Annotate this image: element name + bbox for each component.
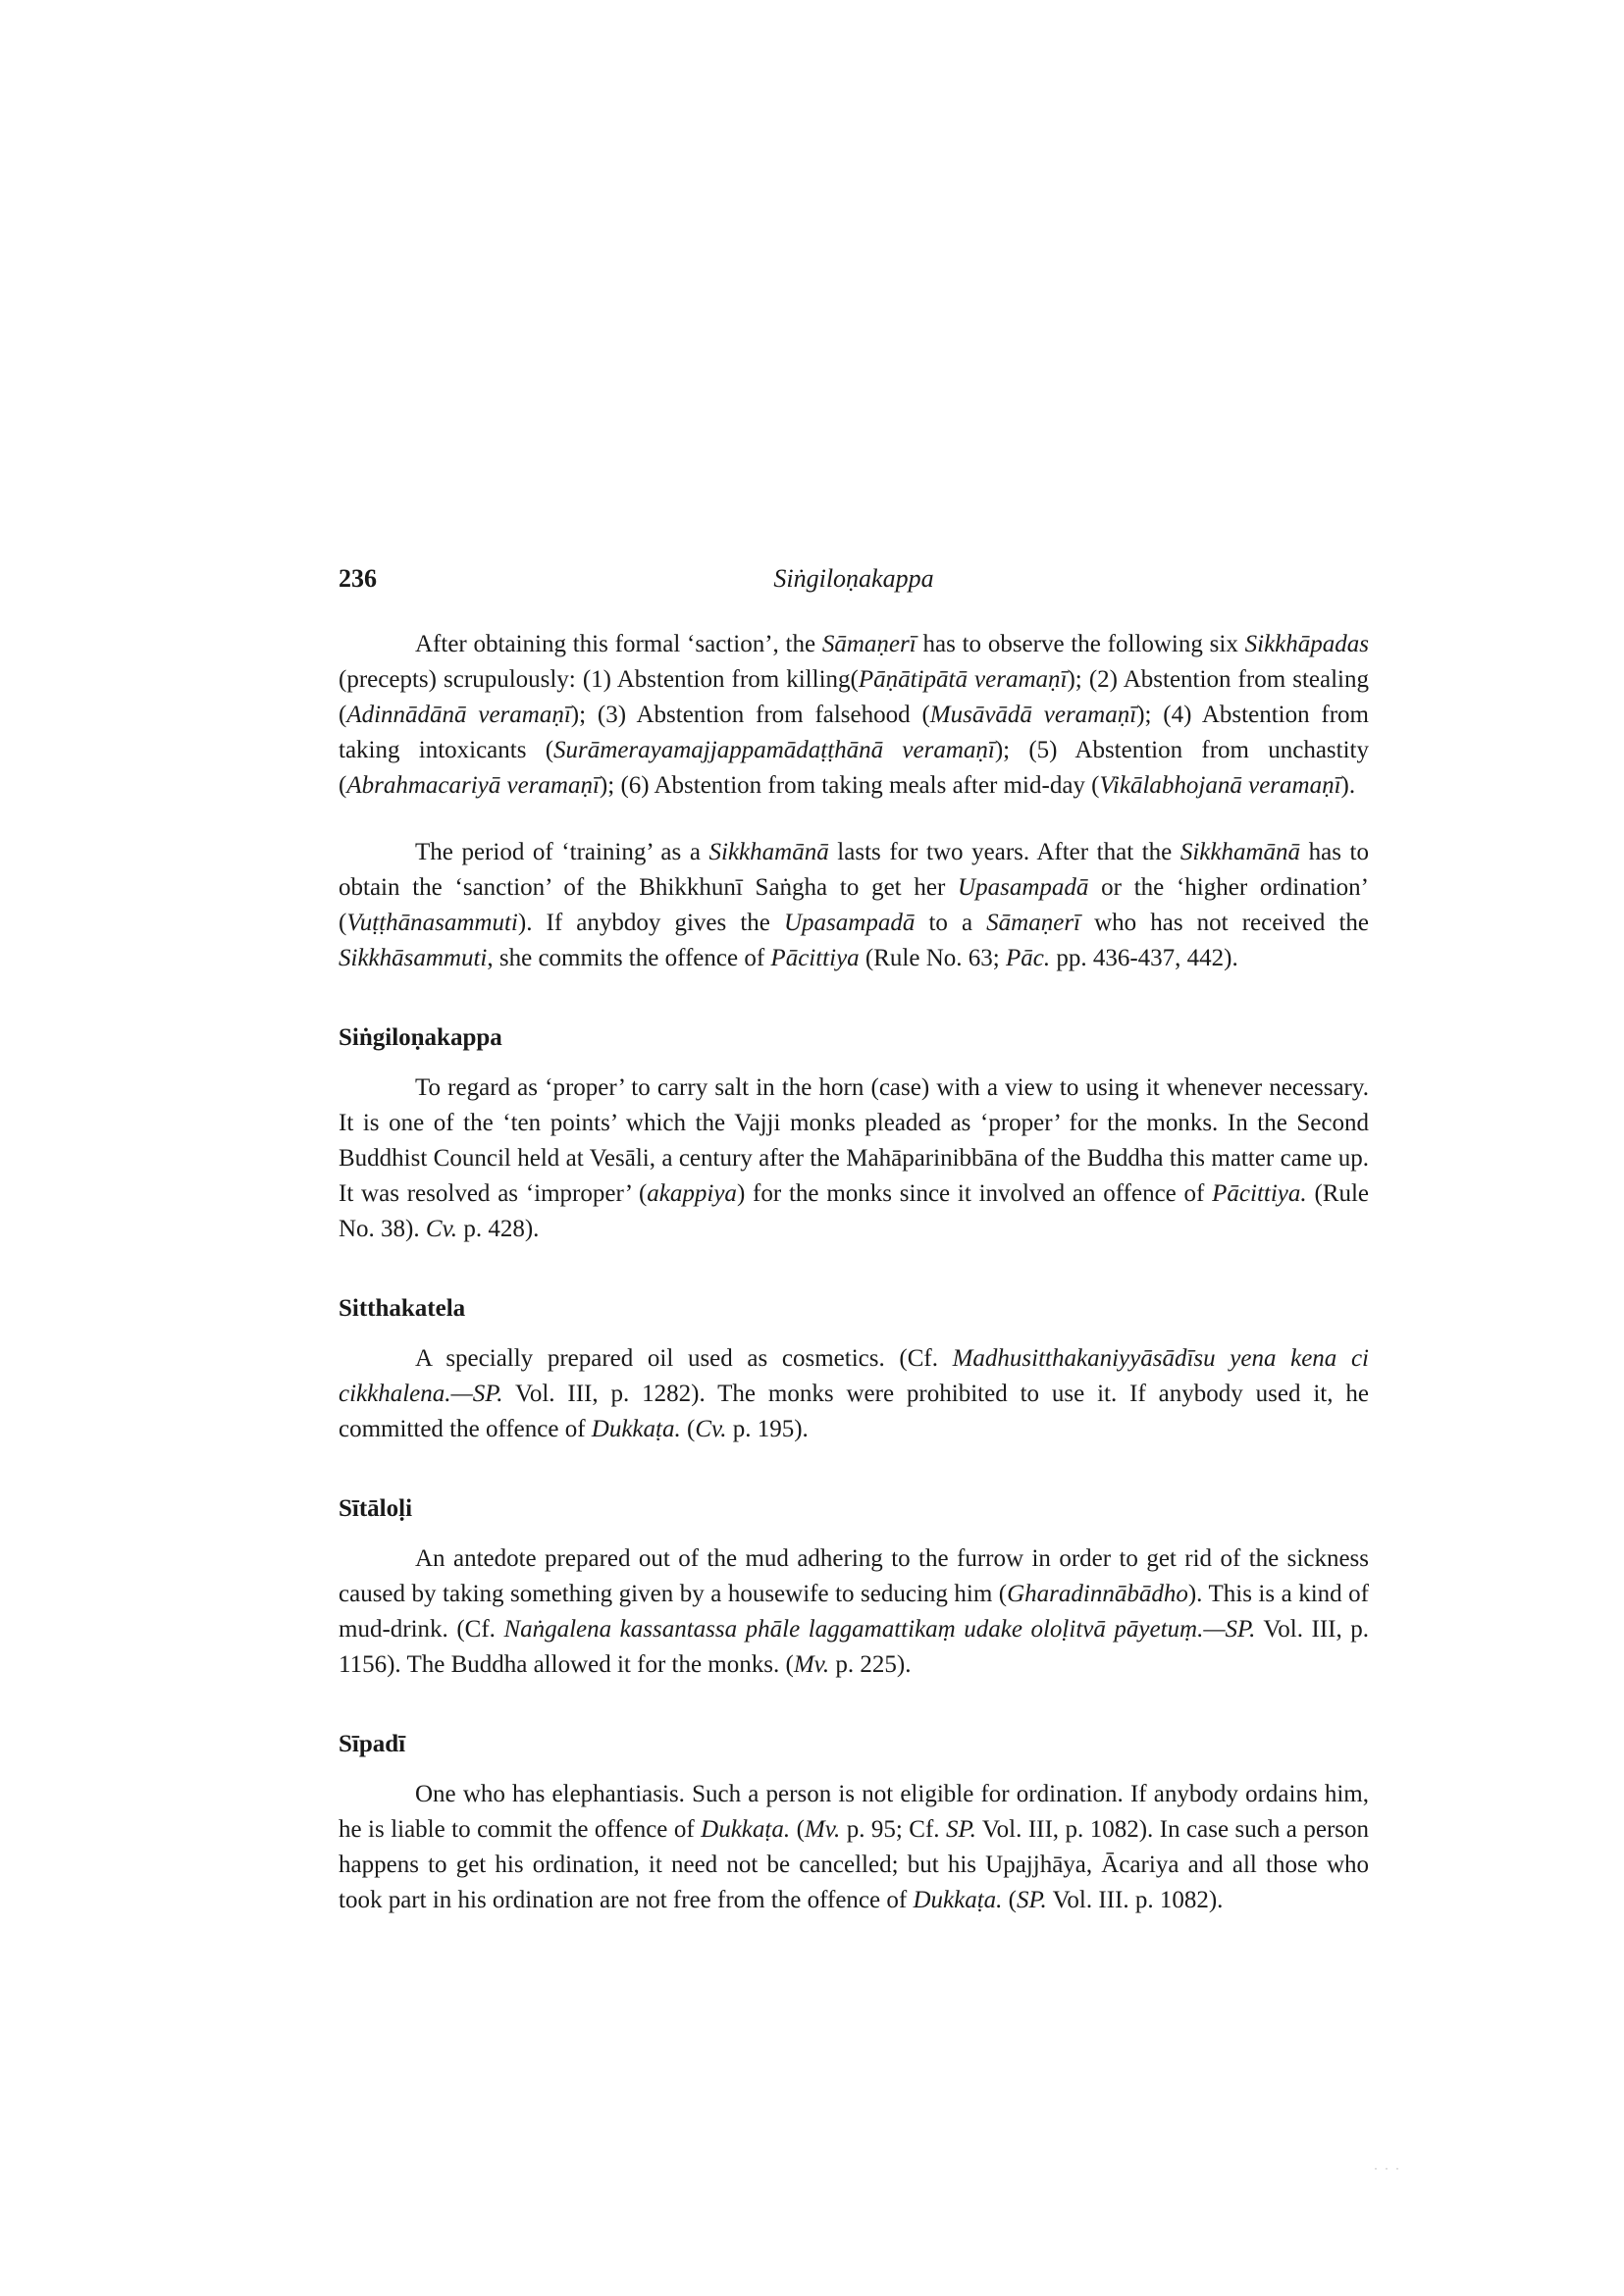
entry-heading-sipadi: Sīpadī (339, 1731, 406, 1757)
entry-body-sitaloli: An antedote prepared out of the mud adhering to the furrow in order to get rid of the sickness caused by taking something given by a housewife to seducing him (Gharadinnābādho). This is a kind of mud-drink. (Cf. Naṅgalena kassantassa phāle laggamattikaṃ udake oloḷitvā pāyetuṃ.—SP. Vol. III, p. 1156). The Buddha allowed it for the monks. (Mv. p. 225). (339, 1545, 1369, 1678)
entry-body-singilonakappa: To regard as ‘proper’ to carry salt in the horn (case) with a view to using it whenever necessary. It is one of the ‘ten points’ which the Vajji monks pleaded as ‘proper’ for the monks. In the Second Buddhist Council held at Vesāli, a century after the Mahāparinibbāna of the Buddha this matter came up. It was resolved as ‘improper’ (akappiya) for the monks since it involved an offence of Pācittiya. (Rule No. 38). Cv. p. 428). (339, 1074, 1369, 1242)
entry-body-sitthakatela: A specially prepared oil used as cosmetics. (Cf. Madhusitthakaniyyāsādīsu yena kena ci cikkhalena.—SP. Vol. III, p. 1282). The monks were prohibited to use it. If anybody used it, he committed the offence of Dukkaṭa. (Cv. p. 195). (339, 1345, 1369, 1442)
page-header (339, 564, 1369, 607)
entry-heading-sitthakatela: Sitthakatela (339, 1295, 466, 1322)
entry-body-sipadi: One who has elephantiasis. Such a person is not eligible for ordination. If anybody ordains him, he is liable to commit the offence of Dukkaṭa. (Mv. p. 95; Cf. SP. Vol. III, p. 1082). In case such a person happens to get his ordination, it need not be cancelled; but his Upajjhāya, Ācariya and all those who took part in his ordination are not free from the offence of Dukkaṭa. (SP. Vol. III. p. 1082). (339, 1781, 1369, 1913)
page-number: 236 (339, 564, 377, 593)
running-title: Siṅgiloṇakappa (773, 564, 934, 593)
document-page (339, 564, 1369, 1918)
intro-paragraph-precepts: After obtaining this formal ‘saction’, the Sāmaṇerī has to observe the following six Sikkhāpadas (precepts) scrupulously: (1) Abstention from killing(Pāṇātipātā veramaṇī); (2) Abstention from stealing (Adinnādānā veramaṇī); (3) Abstention from falsehood (Musāvādā veramaṇī); (4) Abstention from taking intoxicants (Surāmerayamajjappamādaṭṭhānā veramaṇī); (5) Abstention from unchastity (Abrahmacariyā veramaṇī); (6) Abstention from taking meals after mid-day (Vikālabhojanā veramaṇī). (339, 631, 1370, 799)
intro-paragraph-training: The period of ‘training’ as a Sikkhamānā lasts for two years. After that the Sikkhamānā has to obtain the ‘sanction’ of the Bhikkhunī Saṅgha to get her Upasampadā or the ‘higher ordination’ (Vuṭṭhānasammuti). If anybdoy gives the Upasampadā to a Sāmaṇerī who has not received the Sikkhāsammuti, she commits the offence of Pācittiya (Rule No. 63; Pāc. pp. 436-437, 442). (339, 839, 1369, 971)
entry-heading-sitaloli: Sītāloḷi (339, 1495, 413, 1522)
entry-heading-singilonakappa: Siṅgiloṇakappa (339, 1024, 502, 1051)
scan-artifact-mark: · · · (1374, 2162, 1401, 2175)
